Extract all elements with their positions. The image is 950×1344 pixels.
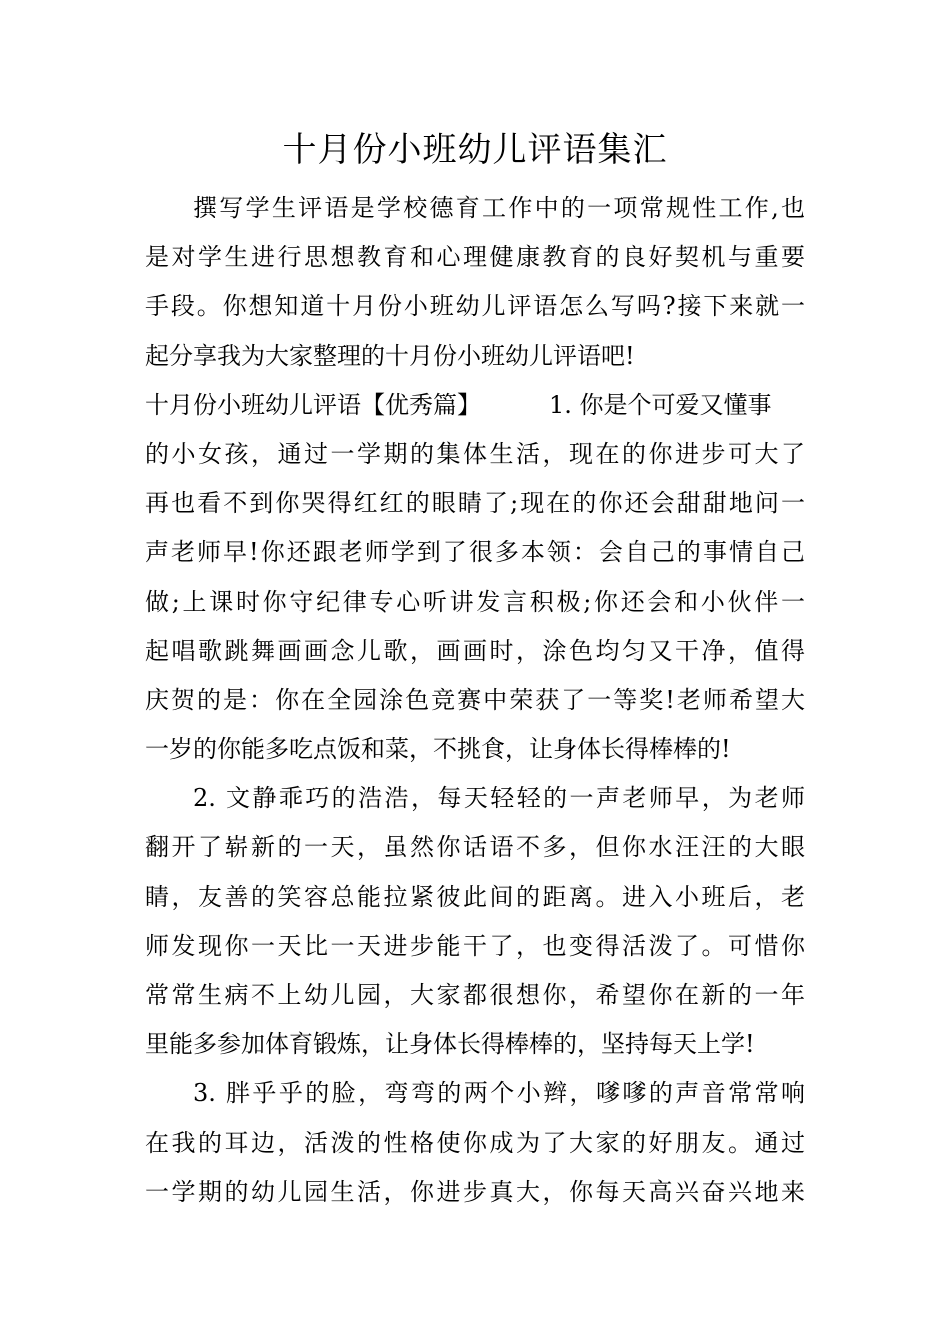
intro-line: 起分享我为大家整理的十月份小班幼儿评语吧! (145, 341, 635, 370)
comment-1-line: 再也看不到你哭得红红的眼睛了;现在的你还会甜甜地问一 (145, 489, 805, 518)
comment-2-line: 师发现你一天比一天进步能干了，也变得活泼了。可惜你 (145, 931, 805, 960)
section-heading-line (145, 381, 805, 430)
document-title: 十月份小班幼儿评语集汇 (282, 130, 668, 170)
comment-1-line: 一岁的你能多吃点饭和菜，不挑食，让身体长得棒棒的! (145, 735, 731, 764)
intro-line: 撰写学生评语是学校德育工作中的一项常规性工作,也 (193, 194, 805, 222)
comment-1-line: 的小女孩，通过一学期的集体生活，现在的你进步可大了 (145, 439, 805, 468)
document-body (145, 184, 805, 1217)
comment-1-line: 起唱歌跳舞画画念儿歌，画画时，涂色均匀又干净，值得 (145, 636, 805, 665)
comment-1-opening: 1. 你是个可爱又懂事 (549, 390, 772, 419)
comment-2-line: 2. 文静乖巧的浩浩，每天轻轻的一声老师早，为老师 (193, 784, 805, 813)
comment-2-line: 翻开了崭新的一天，虽然你话语不多，但你水汪汪的大眼 (145, 833, 805, 862)
comment-1-line: 做;上课时你守纪律专心听讲发言积极;你还会和小伙伴一 (145, 587, 805, 616)
section-heading: 十月份小班幼儿评语【优秀篇】 (145, 390, 481, 419)
comment-1-line: 声老师早!你还跟老师学到了很多本领：会自己的事情自己 (145, 538, 805, 567)
intro-line: 是对学生进行思想教育和心理健康教育的良好契机与重要 (145, 243, 805, 272)
comment-2-line: 里能多参加体育锻炼，让身体长得棒棒的，坚持每天上学! (145, 1030, 755, 1059)
comment-3-line: 一学期的幼儿园生活，你进步真大，你每天高兴奋兴地来 (145, 1177, 805, 1206)
comment-2-line: 睛，友善的笑容总能拉紧彼此间的距离。进入小班后，老 (145, 882, 805, 911)
comment-1-line: 庆贺的是：你在全园涂色竞赛中荣获了一等奖!老师希望大 (145, 685, 805, 714)
comment-2-line: 常常生病不上幼儿园，大家都很想你，希望你在新的一年 (145, 981, 805, 1009)
intro-line: 手段。你想知道十月份小班幼儿评语怎么写吗?接下来就一 (145, 292, 805, 321)
comment-3-line: 在我的耳边，活泼的性格使你成为了大家的好朋友。通过 (145, 1128, 805, 1157)
comment-3-line: 3. 胖乎乎的脸，弯弯的两个小辫，嗲嗲的声音常常响 (193, 1079, 805, 1108)
